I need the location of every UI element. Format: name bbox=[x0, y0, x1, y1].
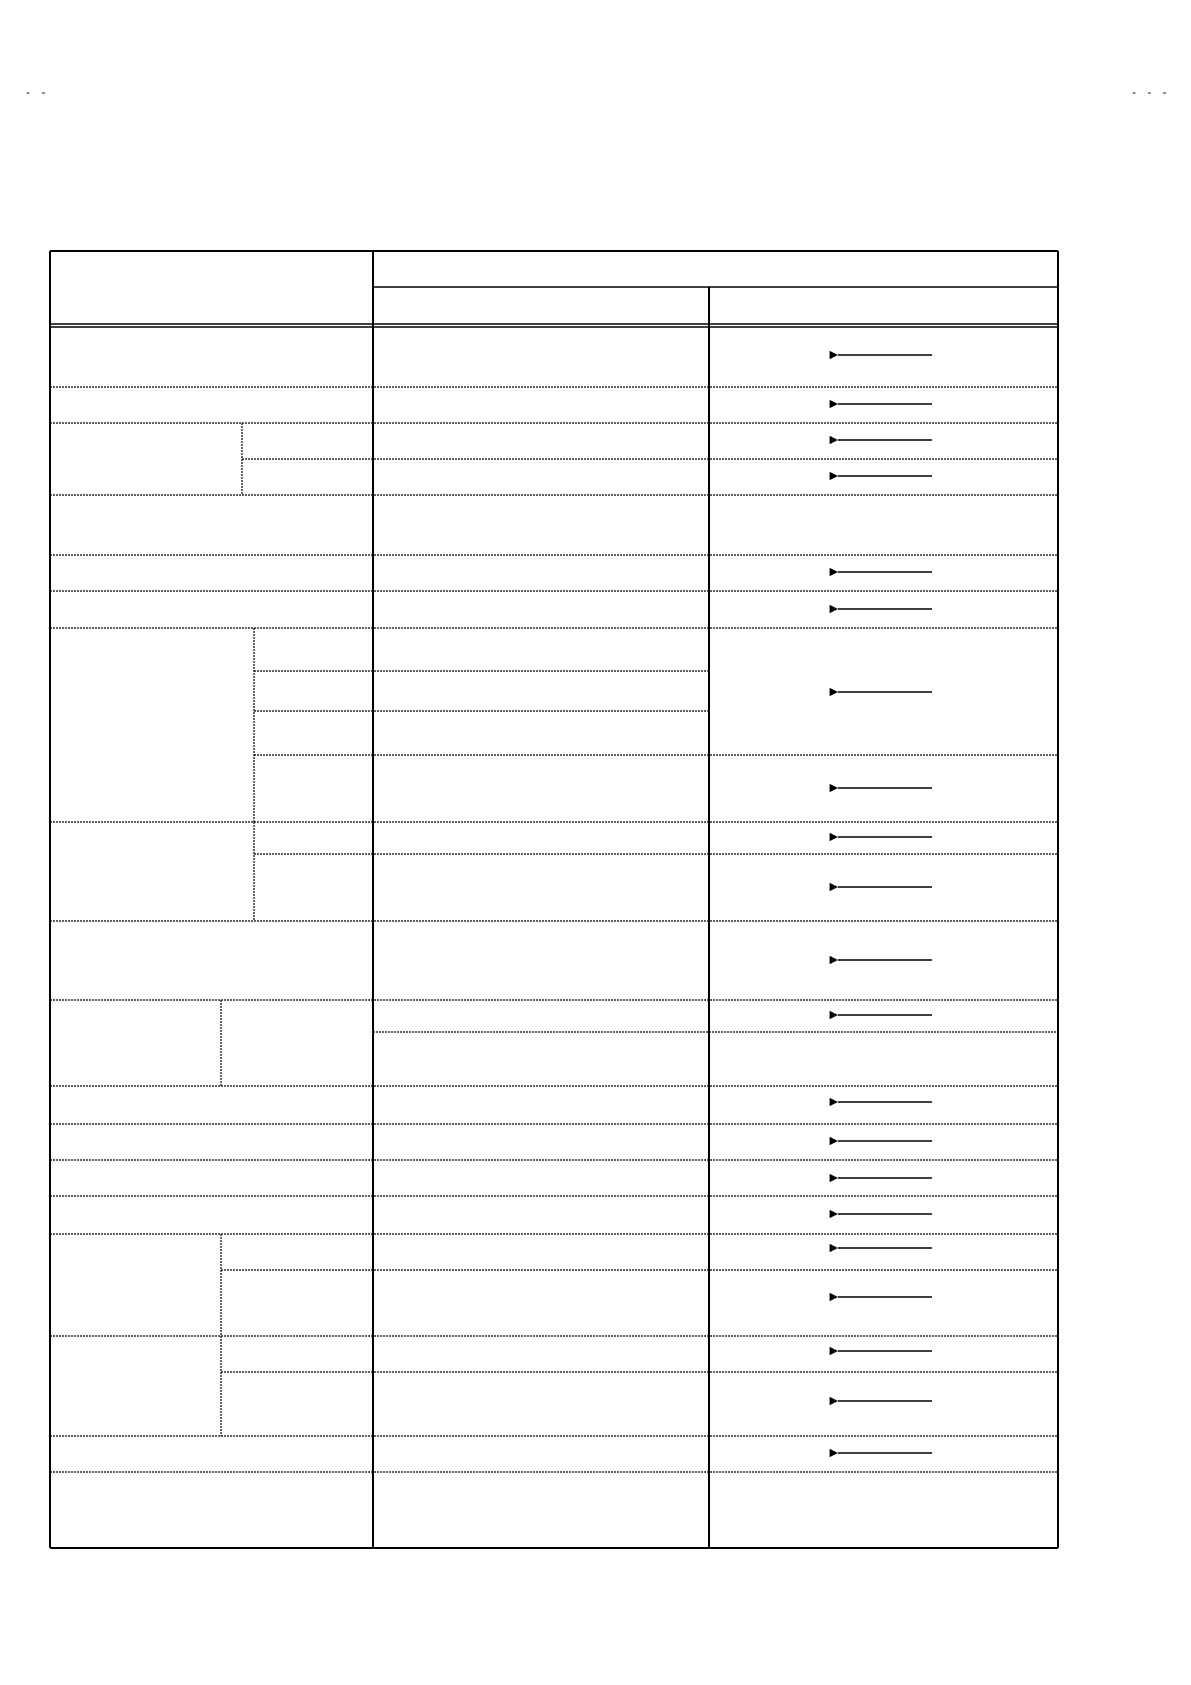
table-frame bbox=[50, 251, 1058, 1548]
subcolumn-dividers bbox=[221, 423, 254, 1436]
row-separators bbox=[50, 387, 1058, 1472]
corner-mark-left: - - bbox=[26, 85, 50, 99]
arrow-markers bbox=[838, 355, 932, 1453]
corner-mark-right: - - - bbox=[1132, 85, 1171, 99]
table-header bbox=[50, 251, 1058, 1548]
